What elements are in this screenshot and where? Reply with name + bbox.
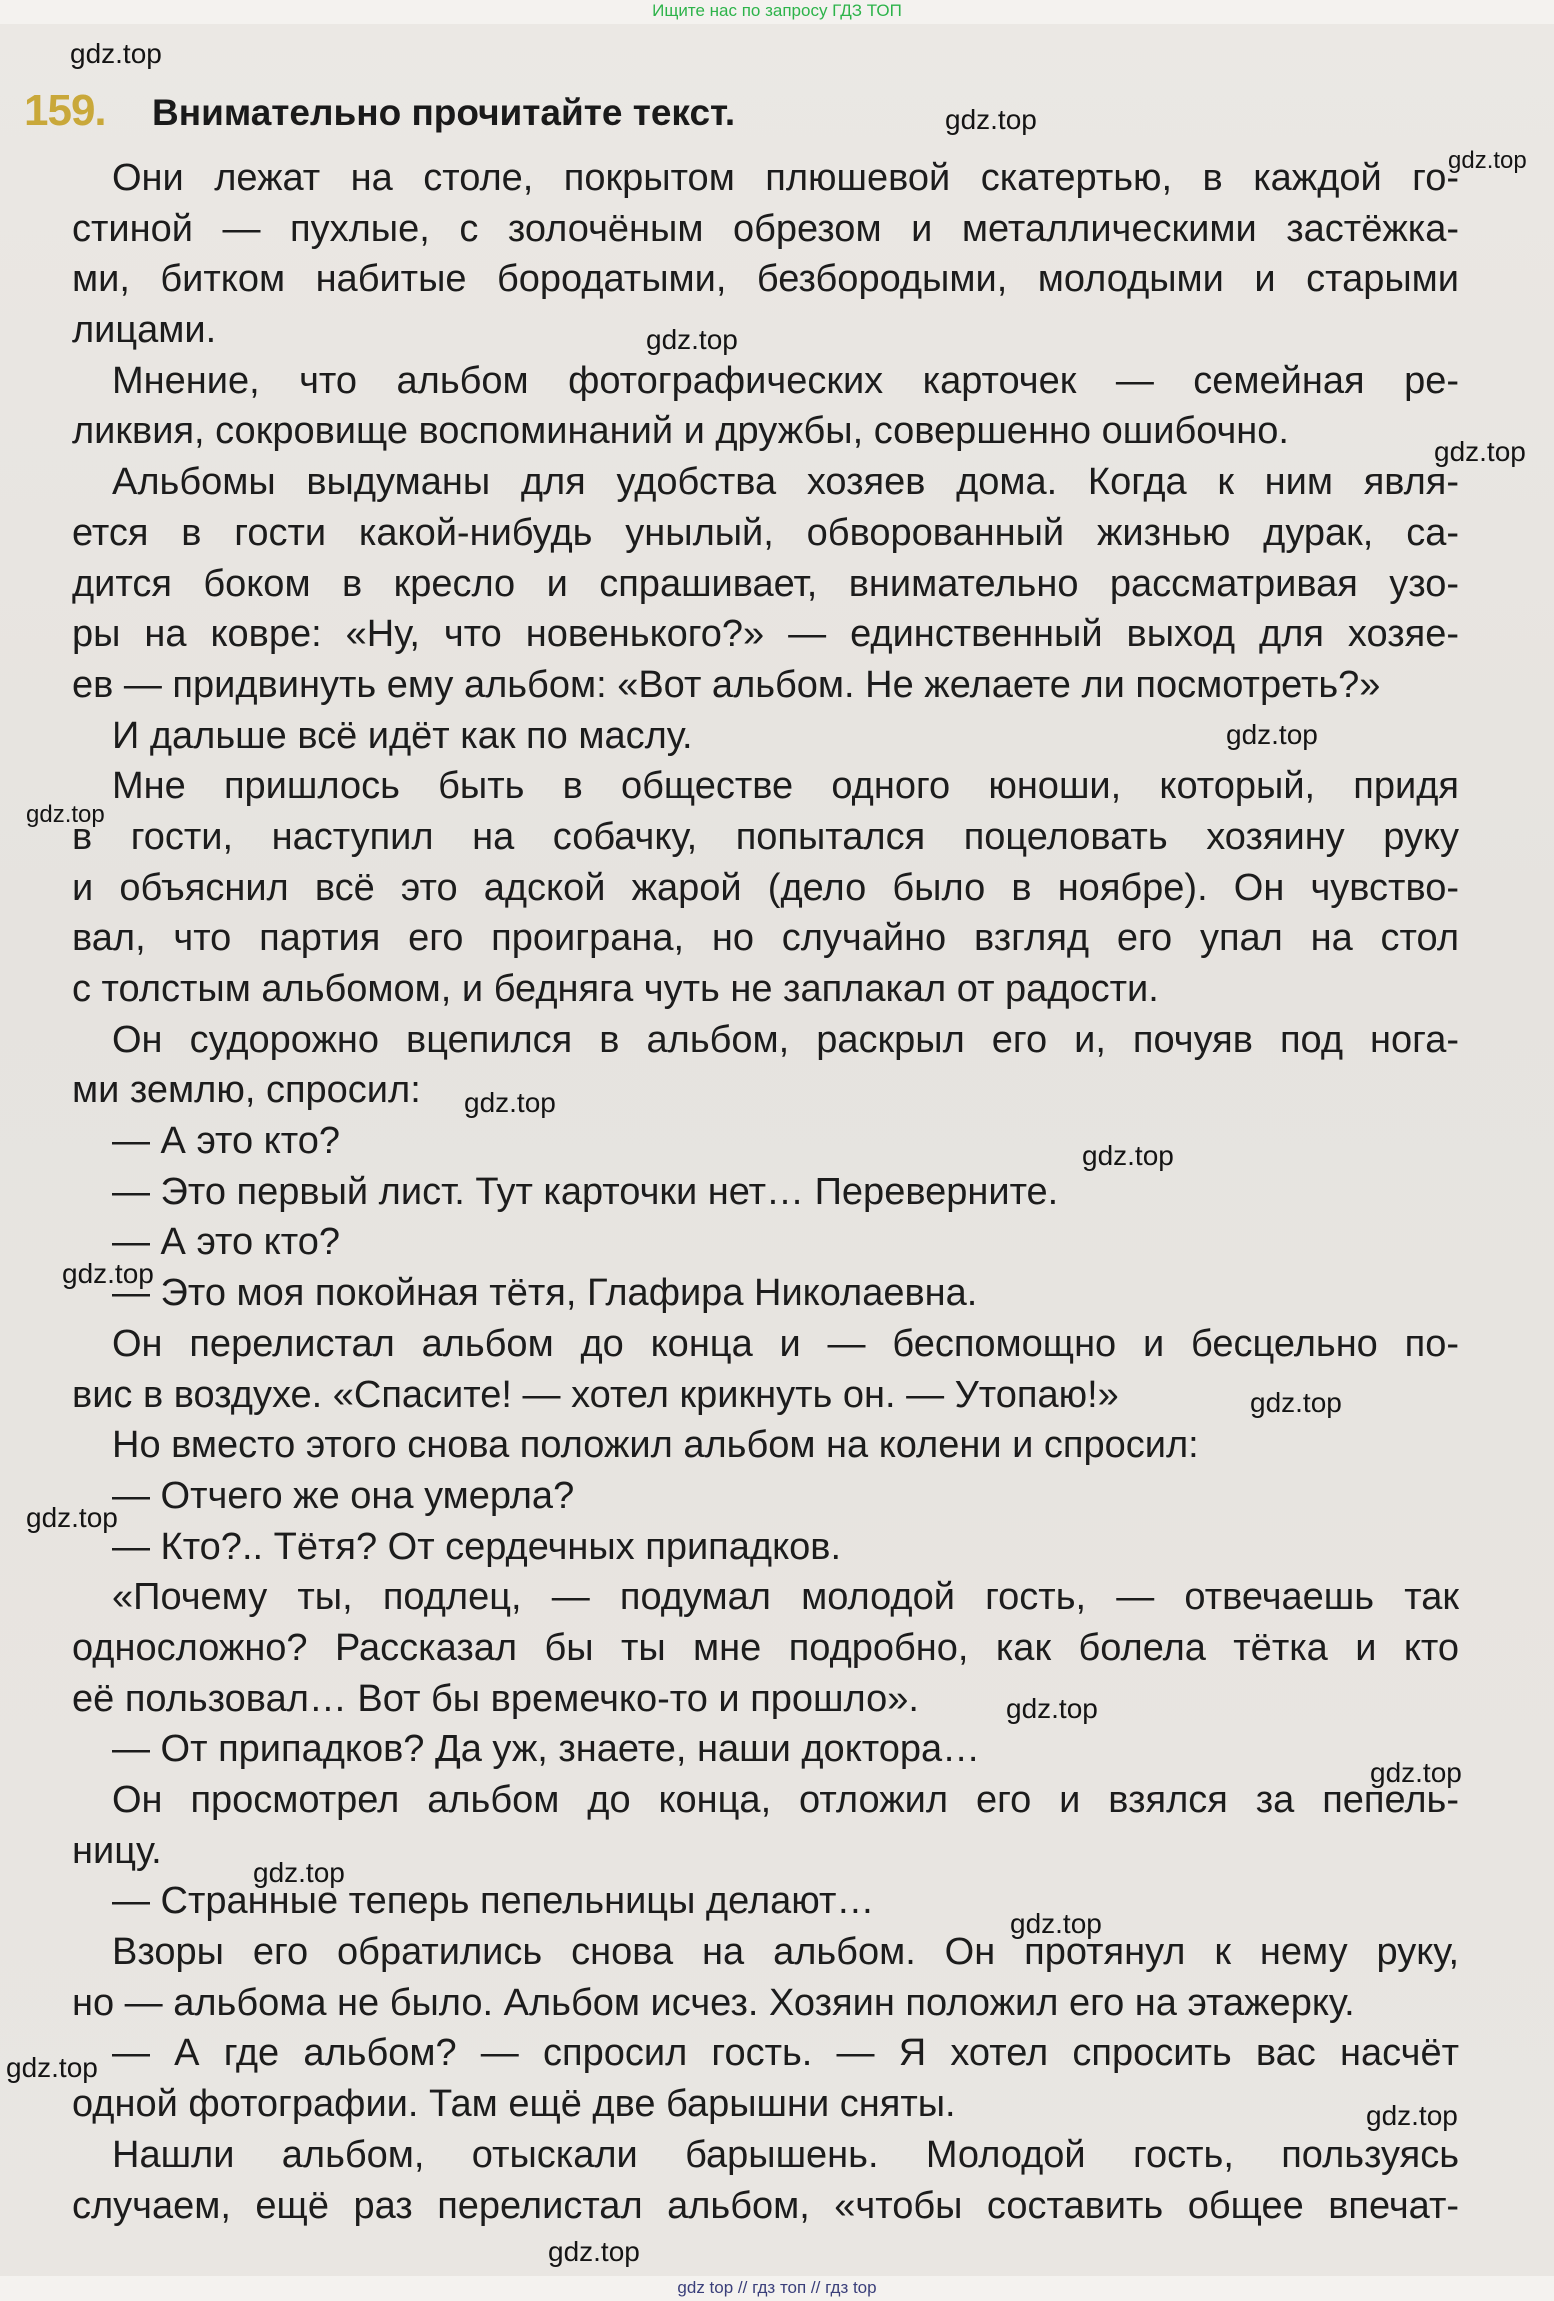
text-line: стиной — пухлые, с золочёным обрезом и металлическими застёжка- xyxy=(72,207,1459,250)
watermark: gdz.top xyxy=(945,104,1037,135)
top-banner[interactable]: Ищите нас по запросу ГДЗ ТОП xyxy=(0,0,1554,24)
bottom-banner[interactable]: gdz top // гдз топ // гдз top xyxy=(0,2276,1554,2301)
text-line: — А где альбом? — спросил гость. — Я хотел спросить вас насчёт xyxy=(112,2032,1459,2075)
text-line: случаем, ещё раз перелистал альбом, «чтобы составить общее впечат- xyxy=(72,2184,1459,2227)
text-line: И дальше всё идёт как по маслу. xyxy=(112,714,693,757)
text-line: Мнение, что альбом фотографических карточек — семейная ре- xyxy=(112,359,1459,402)
text-line: её пользовал… Вот бы времечко-то и прошло». xyxy=(72,1677,919,1720)
text-line: «Почему ты, подлец, — подумал молодой гость, — отвечаешь так xyxy=(112,1576,1459,1619)
text-line: — А это кто? xyxy=(112,1120,340,1163)
text-line: но — альбома не было. Альбом исчез. Хозяин положил его на этажерку. xyxy=(72,1981,1355,2024)
watermark: gdz.top xyxy=(1226,719,1318,750)
text-line: вис в воздухе. «Спасите! — хотел крикнуть он. — Утопаю!» xyxy=(72,1373,1119,1416)
text-line: ев — придвинуть ему альбом: «Вот альбом. Не желаете ли посмотреть?» xyxy=(72,663,1381,706)
text-line: ры на ковре: «Ну, что новенького?» — единственный выход для хозяе- xyxy=(72,613,1459,656)
text-line: Нашли альбом, отыскали барышень. Молодой гость, пользуясь xyxy=(112,2133,1459,2176)
text-line: ликвия, сокровище воспоминаний и дружбы, совершенно ошибочно. xyxy=(72,410,1289,453)
text-line: вал, что партия его проиграна, но случайно взгляд его упал на стол xyxy=(72,917,1459,960)
watermark: gdz.top xyxy=(1010,1908,1102,1939)
watermark: gdz.top xyxy=(253,1857,345,1888)
text-line: с толстым альбомом, и бедняга чуть не заплакал от радости. xyxy=(72,968,1159,1010)
watermark: gdz.top xyxy=(464,1087,556,1118)
watermark: gdz.top xyxy=(646,324,738,355)
watermark: gdz.top xyxy=(1250,1387,1342,1418)
text-line: ми, битком набитые бородатыми, безбородыми, молодыми и старыми xyxy=(72,258,1459,301)
text-line: Он судорожно вцепился в альбом, раскрыл его и, почуяв под нога- xyxy=(112,1018,1459,1061)
text-line: дится боком в кресло и спрашивает, внимательно рассматривая узо- xyxy=(72,562,1459,605)
watermark: gdz.top xyxy=(1434,436,1526,467)
text-line: Он просмотрел альбом до конца, отложил его и взялся за пепель- xyxy=(112,1779,1459,1821)
exercise-number: 159. xyxy=(24,86,106,135)
watermark: gdz.top xyxy=(26,1502,118,1533)
text-line: Он перелистал альбом до конца и — беспомощно и бесцельно по- xyxy=(112,1322,1459,1365)
text-line: — Это моя покойная тётя, Глафира Николаевна. xyxy=(112,1272,978,1315)
text-line: ется в гости какой-нибудь унылый, обворованный жизнью дурак, са- xyxy=(72,511,1459,554)
text-line: в гости, наступил на собачку, попытался поцеловать хозяину руку xyxy=(72,815,1459,858)
watermark: gdz.top xyxy=(70,38,162,69)
watermark: gdz.top xyxy=(1370,1757,1462,1788)
text-line: Они лежат на столе, покрытом плюшевой скатертью, в каждой го- xyxy=(112,157,1459,199)
text-line: Взоры его обратились снова на альбом. Он протянул к нему руку, xyxy=(112,1931,1459,1974)
text-line: — От припадков? Да уж, знаете, наши доктора… xyxy=(112,1728,981,1771)
text-line: и объяснил всё это адской жарой (дело было в ноябре). Он чувство- xyxy=(72,866,1459,909)
exercise-title: Внимательно прочитайте текст. xyxy=(152,92,736,133)
text-line: — Это первый лист. Тут карточки нет… Переверните. xyxy=(112,1170,1059,1213)
text-line: Альбомы выдуманы для удобства хозяев дома. Когда к ним явля- xyxy=(112,461,1459,504)
text-line: Но вместо этого снова положил альбом на колени и спросил: xyxy=(112,1424,1199,1467)
text-line: — А это кто? xyxy=(112,1221,340,1264)
watermark: gdz.top xyxy=(548,2236,640,2267)
text-line: — Странные теперь пепельницы делают… xyxy=(112,1880,875,1923)
watermark: gdz.top xyxy=(1366,2100,1458,2131)
watermark: gdz.top xyxy=(6,2052,98,2083)
text-line: — Кто?.. Тётя? От сердечных припадков. xyxy=(112,1525,841,1568)
text-line: — Отчего же она умерла? xyxy=(112,1474,575,1517)
text-line: ницу. xyxy=(72,1829,162,1872)
text-line: одной фотографии. Там ещё две барышни сняты. xyxy=(72,2083,956,2126)
text-line: Мне пришлось быть в обществе одного юноши, который, придя xyxy=(112,765,1459,808)
watermark: gdz.top xyxy=(62,1258,154,1289)
watermark: gdz.top xyxy=(1082,1140,1174,1171)
watermark: gdz.top xyxy=(1448,147,1527,174)
watermark: gdz.top xyxy=(26,801,105,828)
watermark: gdz.top xyxy=(1006,1693,1098,1724)
text-line: ми землю, спросил: xyxy=(72,1069,421,1112)
text-line: лицами. xyxy=(72,309,217,352)
text-line: односложно? Рассказал бы ты мне подробно, как болела тётка и кто xyxy=(72,1626,1459,1669)
